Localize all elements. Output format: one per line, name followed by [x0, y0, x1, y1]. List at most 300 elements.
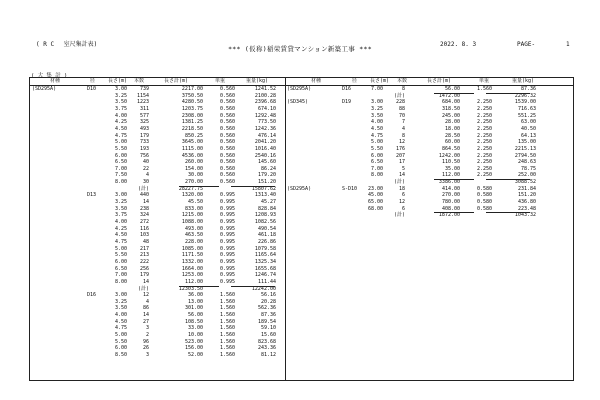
cell-total-length: 523.00	[184, 338, 203, 345]
cell-total-length: 33.00	[187, 325, 203, 332]
table-row	[31, 113, 281, 120]
cell-unit-weight: 1.560	[219, 305, 235, 312]
cell-count: (計)	[137, 185, 149, 192]
subtotal-rule	[434, 179, 474, 180]
cell-weight: 490.54	[257, 225, 276, 232]
cell-unit-weight: 0.560	[219, 105, 235, 112]
table-row	[31, 146, 281, 153]
cell-length: 6.50	[370, 159, 383, 166]
cell-unit-weight: 0.560	[219, 132, 235, 139]
cell-weight: 151.20	[257, 179, 276, 186]
table-row	[31, 93, 281, 100]
cell-total-length: 3645.00	[181, 139, 203, 146]
cell-length: 6.50	[114, 265, 127, 272]
table-row	[31, 172, 281, 179]
cell-material: (SD295A)	[32, 86, 57, 92]
col-header-length-right: 長さ(m)	[370, 78, 390, 84]
table-row	[31, 332, 281, 339]
col-header-count-right: 本数	[397, 78, 408, 84]
table-row	[31, 232, 281, 239]
table-row	[31, 206, 281, 213]
cell-weight: 20.28	[260, 298, 276, 305]
table-row	[31, 199, 281, 206]
cell-length: 4.00	[114, 312, 127, 319]
cell-total-length: 3750.50	[181, 92, 203, 99]
cell-count: 4	[145, 172, 149, 179]
cell-length: 5.50	[114, 252, 127, 259]
cell-count: 27	[142, 318, 149, 325]
cell-total-length: 3386.00	[438, 179, 460, 186]
cell-length: 7.00	[114, 165, 127, 172]
table-row	[31, 246, 281, 253]
cell-count: (計)	[137, 285, 149, 292]
cell-length: 8.00	[114, 278, 127, 285]
cell-unit-weight: 2.250	[476, 165, 492, 172]
cell-weight: 87.36	[260, 312, 276, 319]
cell-unit-weight: 2.250	[476, 132, 492, 139]
cell-weight: 1016.40	[254, 145, 276, 152]
cell-total-length: 10.00	[187, 332, 203, 339]
cell-unit-weight: 0.580	[476, 185, 492, 192]
cell-unit-weight: 2.250	[476, 99, 492, 106]
table-row	[31, 299, 281, 306]
cell-total-length: 245.00	[441, 112, 460, 119]
table-row	[286, 172, 536, 179]
cell-unit-weight: 2.250	[476, 119, 492, 126]
table-row	[31, 259, 281, 266]
document-title: *** (仮称)稲荣賃貸マンション新築工事 ***	[228, 45, 372, 53]
table-row	[31, 279, 281, 286]
cell-weight: 15807.62	[251, 185, 276, 192]
cell-length: 3.25	[114, 92, 127, 99]
cell-weight: 562.36	[257, 305, 276, 312]
cell-count: 2	[145, 332, 149, 339]
cell-total-length: 156.00	[184, 345, 203, 352]
cell-unit-weight: 0.560	[219, 152, 235, 159]
cell-total-length: 56.00	[444, 86, 460, 92]
cell-length: 4.75	[114, 238, 127, 245]
cell-length: 3.00	[114, 86, 127, 92]
cell-count: 14	[142, 199, 149, 206]
cell-weight: 12242.00	[251, 285, 276, 292]
cell-weight: 823.68	[257, 338, 276, 345]
cell-weight: 86.24	[260, 165, 276, 172]
cell-diameter: D16	[87, 292, 97, 299]
cell-total-length: 35.00	[444, 165, 460, 172]
cell-unit-weight: 2.250	[476, 172, 492, 179]
cell-total-length: 463.50	[184, 232, 203, 239]
cell-total-length: 28.00	[444, 119, 460, 126]
cell-length: 6.00	[114, 345, 127, 352]
cell-length: 4.00	[114, 112, 127, 119]
subtotal-rule	[486, 179, 530, 180]
cell-count: 238	[139, 205, 149, 212]
cell-length: 3.25	[370, 105, 383, 112]
cell-length: 5.00	[370, 139, 383, 146]
cell-count: 3	[145, 325, 149, 332]
cell-unit-weight: 2.250	[476, 159, 492, 166]
cell-weight: 63.00	[520, 119, 536, 126]
table-row	[31, 352, 281, 359]
cell-total-length: 30.00	[187, 172, 203, 179]
cell-total-length: 13.00	[187, 298, 203, 305]
cell-unit-weight: 0.560	[219, 172, 235, 179]
cell-total-length: 1115.00	[181, 145, 203, 152]
table-row	[286, 153, 536, 160]
cell-unit-weight: 0.560	[219, 159, 235, 166]
cell-total-length: 2308.00	[181, 112, 203, 119]
cell-length: 65.00	[367, 199, 383, 206]
cell-count: 4	[401, 125, 405, 132]
page-label: PAGE-	[517, 41, 536, 48]
cell-count: 22	[142, 165, 149, 172]
cell-count: 179	[139, 132, 149, 139]
table-row	[31, 219, 281, 226]
cell-count: 213	[139, 252, 149, 259]
table-row	[286, 146, 536, 153]
table-row	[31, 212, 281, 219]
cell-weight: 78.75	[520, 165, 536, 172]
cell-length: 3.25	[114, 199, 127, 206]
cell-unit-weight: 0.560	[219, 92, 235, 99]
cell-unit-weight: 0.995	[219, 252, 235, 259]
cell-unit-weight: 0.580	[476, 199, 492, 206]
cell-unit-weight: 1.560	[219, 325, 235, 332]
cell-total-length: 1215.00	[181, 212, 203, 219]
col-header-weight-right: 重量(kg)	[512, 78, 535, 84]
cell-count: (計)	[393, 179, 405, 186]
cell-unit-weight: 0.995	[219, 205, 235, 212]
cell-unit-weight: 1.560	[219, 332, 235, 339]
col-header-total-length-right: 長さ計(m)	[427, 78, 452, 84]
table-row	[286, 192, 536, 199]
cell-count: 272	[139, 219, 149, 225]
cell-material: (SD295A)	[287, 86, 312, 92]
cell-unit-weight: 1.560	[219, 312, 235, 319]
cell-weight: 1325.34	[254, 258, 276, 265]
cell-count: 8	[401, 86, 405, 92]
cell-count: 14	[398, 172, 405, 179]
cell-total-length: 1085.00	[181, 245, 203, 252]
cell-count: 3	[145, 352, 149, 358]
cell-count: 116	[139, 225, 149, 232]
cell-length: 4.75	[114, 132, 127, 139]
cell-total-length: 1253.00	[181, 272, 203, 279]
cell-count: 17	[398, 159, 405, 166]
print-date: 2022. 8. 3	[440, 41, 477, 48]
cell-length: 4.50	[114, 125, 127, 132]
table-row	[31, 139, 281, 146]
cell-weight: 476.14	[257, 132, 276, 139]
cell-total-length: 36.00	[187, 292, 203, 299]
cell-unit-weight: 2.250	[476, 112, 492, 119]
table-row	[31, 119, 281, 126]
cell-count: 18	[398, 185, 405, 192]
cell-weight: 243.36	[257, 345, 276, 352]
cell-unit-weight: 2.250	[476, 145, 492, 152]
cell-unit-weight: 0.560	[219, 165, 235, 172]
cell-weight: 248.63	[517, 159, 536, 166]
cell-weight: 135.00	[517, 139, 536, 146]
cell-unit-weight: 0.995	[219, 272, 235, 279]
cell-weight: 828.84	[257, 205, 276, 212]
cell-count: 256	[139, 265, 149, 272]
table-row	[31, 192, 281, 199]
cell-unit-weight: 0.995	[219, 232, 235, 239]
cell-weight: 151.20	[517, 192, 536, 199]
cell-count: 103	[139, 232, 149, 239]
cell-unit-weight: 0.995	[219, 258, 235, 265]
cell-weight: 1655.68	[254, 265, 276, 272]
cell-total-length: 1472.00	[438, 92, 460, 99]
cell-total-length: 4280.50	[181, 99, 203, 106]
cell-length: 7.50	[114, 172, 127, 179]
cell-count: 96	[142, 338, 149, 345]
cell-total-length: 1332.00	[181, 258, 203, 265]
cell-weight: 2041.20	[254, 139, 276, 146]
subtotal-rule	[231, 186, 275, 187]
cell-weight: 1242.36	[254, 125, 276, 132]
cell-weight: 1082.56	[254, 219, 276, 225]
cell-unit-weight: 0.560	[219, 86, 235, 92]
cell-total-length: 408.00	[441, 205, 460, 212]
cell-count: 1223	[136, 99, 149, 106]
cell-length: 4.25	[114, 119, 127, 126]
cell-count: 7	[401, 119, 405, 126]
cell-weight: 145.60	[257, 159, 276, 166]
cell-unit-weight: 0.560	[219, 179, 235, 186]
cell-length: 6.00	[114, 258, 127, 265]
cell-unit-weight: 0.995	[219, 238, 235, 245]
table-row	[31, 133, 281, 140]
table-row	[31, 86, 281, 93]
cell-length: 4.50	[114, 318, 127, 325]
cell-unit-weight: 0.560	[219, 139, 235, 146]
cell-count: 12	[398, 199, 405, 206]
cell-unit-weight: 0.560	[219, 125, 235, 132]
col-header-unit-weight-right: 単重	[479, 78, 490, 84]
cell-weight: 436.80	[517, 199, 536, 206]
cell-total-length: 1664.00	[181, 265, 203, 272]
cell-count: 5	[401, 165, 405, 172]
cell-total-length: 52.00	[187, 352, 203, 358]
cell-material: (SD345)	[287, 99, 309, 106]
cell-length: 7.00	[114, 272, 127, 279]
col-header-unit-weight: 単重	[215, 78, 226, 84]
cell-weight: 1246.74	[254, 272, 276, 279]
cell-total-length: 1171.50	[181, 252, 203, 259]
cell-length: 5.50	[114, 338, 127, 345]
col-header-count: 本数	[134, 78, 145, 84]
table-row	[31, 252, 281, 259]
cell-total-length: 864.50	[441, 145, 460, 152]
cell-count: 733	[139, 139, 149, 146]
cell-count: 14	[142, 278, 149, 285]
cell-unit-weight: 1.560	[219, 318, 235, 325]
cell-count: 14	[142, 312, 149, 319]
cell-count: 48	[142, 238, 149, 245]
table-row	[31, 319, 281, 326]
table-row	[286, 99, 536, 106]
cell-count: 179	[139, 272, 149, 279]
cell-length: 3.50	[114, 205, 127, 212]
cell-count: 8	[401, 132, 405, 139]
cell-weight: 226.86	[257, 238, 276, 245]
cell-weight: 231.84	[517, 185, 536, 192]
cell-weight: 2396.68	[254, 99, 276, 106]
cell-total-length: 2217.00	[181, 86, 203, 92]
cell-unit-weight: 0.995	[219, 278, 235, 285]
cell-length: 3.50	[370, 112, 383, 119]
cell-total-length: 318.50	[441, 105, 460, 112]
cell-count: 30	[142, 179, 149, 186]
cell-total-length: 112.00	[184, 278, 203, 285]
table-row	[31, 239, 281, 246]
cell-length: 6.50	[114, 159, 127, 166]
cell-length: 8.50	[114, 352, 127, 358]
table-row	[286, 133, 536, 140]
cell-weight: 111.44	[257, 278, 276, 285]
cell-unit-weight: 1.560	[476, 86, 492, 92]
subtotal-rule	[434, 93, 474, 94]
cell-length: 5.50	[370, 145, 383, 152]
cell-total-length: 414.00	[441, 185, 460, 192]
cell-unit-weight: 1.560	[219, 352, 235, 358]
cell-length: 6.00	[370, 152, 383, 159]
cell-count: 1154	[136, 92, 149, 99]
cell-weight: 40.50	[520, 125, 536, 132]
cell-diameter: D16	[342, 86, 352, 92]
cell-diameter: D10	[87, 86, 97, 92]
cell-unit-weight: 0.995	[219, 212, 235, 219]
section-label: ( 大 集 計 )	[31, 73, 68, 79]
cell-weight: 716.63	[517, 105, 536, 112]
subtotal-rule	[179, 186, 219, 187]
cell-unit-weight: 2.250	[476, 139, 492, 146]
cell-total-length: 1203.75	[181, 105, 203, 112]
cell-count: 325	[139, 119, 149, 126]
cell-count: 577	[139, 112, 149, 119]
cell-total-length: 1088.00	[181, 219, 203, 225]
summary-table	[29, 77, 574, 381]
table-row	[31, 106, 281, 113]
table-row	[31, 305, 281, 312]
cell-weight: 773.50	[257, 119, 276, 126]
cell-unit-weight: 0.580	[476, 205, 492, 212]
cell-length: 5.50	[114, 145, 127, 152]
cell-total-length: 1381.25	[181, 119, 203, 126]
table-row	[31, 292, 281, 299]
cell-weight: 2296.32	[514, 92, 536, 99]
cell-weight: 1043.32	[514, 212, 536, 219]
col-header-total-length: 長さ計(m)	[164, 78, 189, 84]
cell-weight: 81.12	[260, 352, 276, 358]
cell-count: 86	[142, 305, 149, 312]
cell-length: 5.00	[114, 245, 127, 252]
cell-unit-weight: 0.560	[219, 99, 235, 106]
cell-count: 493	[139, 125, 149, 132]
cell-unit-weight: 1.560	[219, 292, 235, 299]
table-row	[286, 186, 536, 193]
page-number: 1	[566, 41, 570, 48]
table-row	[31, 339, 281, 346]
table-row	[286, 86, 536, 93]
cell-count: 756	[139, 152, 149, 159]
cell-total-length: 2218.50	[181, 125, 203, 132]
cell-length: 6.00	[114, 152, 127, 159]
cell-weight: 1165.64	[254, 252, 276, 259]
col-header-material-right: 材種	[311, 78, 322, 84]
cell-unit-weight: 1.560	[219, 345, 235, 352]
cell-weight: 3088.52	[514, 179, 536, 186]
cell-weight: 1208.93	[254, 212, 276, 219]
cell-length: 4.50	[370, 125, 383, 132]
cell-unit-weight: 0.995	[219, 245, 235, 252]
table-row	[286, 166, 536, 173]
table-row	[31, 325, 281, 332]
table-row	[31, 266, 281, 273]
table-row	[31, 166, 281, 173]
cell-total-length: 12303.50	[178, 285, 203, 292]
cell-total-length: 108.50	[184, 318, 203, 325]
cell-count: 311	[139, 105, 149, 112]
cell-weight: 2540.16	[254, 152, 276, 159]
cell-length: 3.25	[114, 298, 127, 305]
cell-length: 4.75	[114, 325, 127, 332]
cell-count: 26	[142, 345, 149, 352]
cell-weight: 461.18	[257, 232, 276, 239]
cell-length: 3.75	[114, 105, 127, 112]
cell-count: 40	[142, 159, 149, 166]
table-row	[286, 126, 536, 133]
cell-total-length: 112.00	[441, 172, 460, 179]
table-row	[31, 153, 281, 160]
report-type-label: ( R C 室尺集計表)	[36, 41, 98, 48]
cell-length: 3.00	[114, 192, 127, 199]
cell-total-length: 45.50	[187, 199, 203, 206]
cell-weight: 2100.28	[254, 92, 276, 99]
table-row	[286, 119, 536, 126]
cell-count: 440	[139, 192, 149, 199]
cell-unit-weight: 0.580	[476, 192, 492, 199]
cell-count: 222	[139, 258, 149, 265]
cell-count: 176	[395, 145, 405, 152]
table-row	[31, 99, 281, 106]
cell-unit-weight: 0.995	[219, 199, 235, 206]
cell-weight: 1241.52	[254, 86, 276, 92]
cell-length: 3.50	[114, 99, 127, 106]
cell-weight: 59.10	[260, 325, 276, 332]
cell-length: 8.00	[370, 172, 383, 179]
cell-total-length: 18.00	[444, 125, 460, 132]
cell-length: 4.50	[114, 232, 127, 239]
cell-unit-weight: 0.995	[219, 225, 235, 232]
cell-unit-weight: 2.250	[476, 152, 492, 159]
col-header-diameter-right: 径	[352, 78, 358, 84]
cell-weight: 189.54	[257, 318, 276, 325]
cell-count: 70	[398, 112, 405, 119]
cell-diameter: S-D10	[342, 185, 358, 192]
cell-unit-weight: 0.995	[219, 192, 235, 199]
cell-length: 23.00	[367, 185, 383, 192]
cell-total-length: 270.00	[441, 192, 460, 199]
cell-length: 3.00	[370, 99, 383, 106]
cell-total-length: 228.00	[184, 238, 203, 245]
cell-count: 12	[398, 139, 405, 146]
cell-weight: 252.00	[517, 172, 536, 179]
cell-length: 3.00	[114, 292, 127, 299]
cell-weight: 87.36	[520, 86, 536, 92]
